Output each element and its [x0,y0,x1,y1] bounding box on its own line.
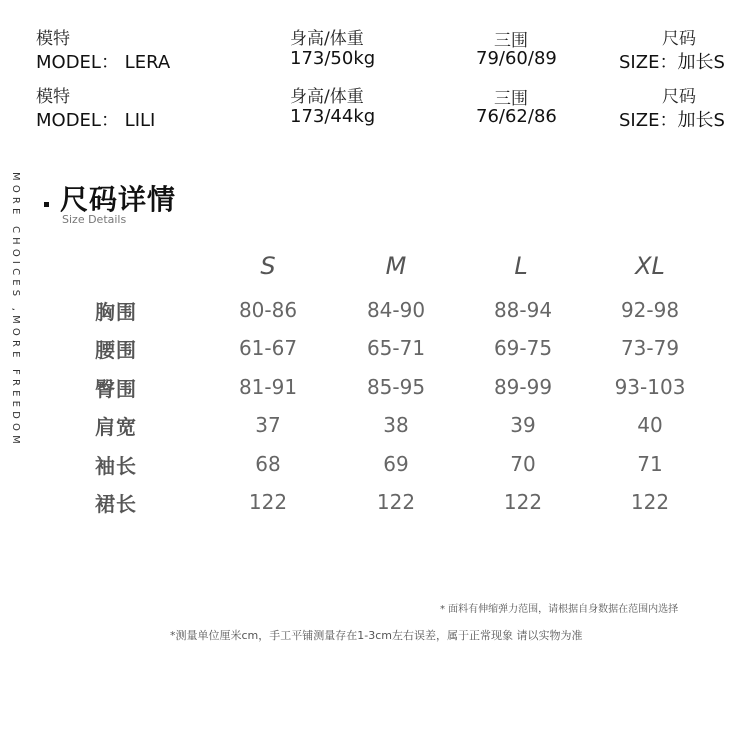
measurements-value: 79/60/89 [476,48,557,69]
model-label: 模特 [36,87,70,107]
elastic-note: * 面料有伸缩弹力范围，请根据自身数据在范围内选择 [440,604,679,615]
bullet-dot-icon [44,202,49,207]
model-label: 模特 [36,29,70,49]
measurements-label: 三围 [494,89,528,109]
model-name: MODEL： LERA [36,52,171,73]
table-cell: 70 [510,452,536,476]
table-cell: 37 [255,413,281,437]
table-cell: 93-103 [614,375,686,399]
table-cell: 71 [637,452,663,476]
size-label: 尺码 [662,87,696,107]
row-label: 胸围 [95,300,137,324]
size-header-m: M [385,252,407,280]
row-label: 袖长 [95,454,137,478]
table-cell: 81-91 [238,375,298,399]
height-weight-label: 身高/体重 [290,87,364,107]
table-cell: 39 [510,413,536,437]
section-title: 尺码详情 [60,183,177,216]
size-header-s: S [260,252,276,280]
measurements-label: 三围 [494,31,528,51]
table-cell: 84-90 [366,298,426,322]
table-cell: 40 [637,413,663,437]
table-cell: 92-98 [620,298,680,322]
height-weight-label: 身高/体重 [290,29,364,49]
table-cell: 89-99 [493,375,553,399]
table-cell: 122 [503,490,543,514]
table-cell: 80-86 [238,298,298,322]
row-label: 肩宽 [95,415,137,439]
model-name: MODEL： LILI [36,110,156,131]
section-subtitle: Size Details [62,213,127,226]
size-header-l: L [514,252,528,280]
size-value: SIZE：加长S [619,110,725,131]
table-cell: 122 [248,490,288,514]
size-value: SIZE：加长S [619,52,725,73]
table-cell: 122 [376,490,416,514]
table-cell: 122 [630,490,670,514]
size-header-xl: XL [635,252,665,280]
side-slogan: MORE CHOICES ,MORE FREEDOM [10,172,21,448]
height-weight-value: 173/44kg [290,106,376,127]
table-cell: 38 [383,413,409,437]
table-cell: 69 [383,452,409,476]
row-label: 腰围 [95,338,137,362]
table-cell: 68 [255,452,281,476]
table-cell: 85-95 [366,375,426,399]
measurement-note: *测量单位厘米cm，手工平铺测量存在1-3cm左右误差，属于正常现象 请以实物为准 [170,629,583,642]
height-weight-value: 173/50kg [290,48,376,69]
measurements-value: 76/62/86 [476,106,557,127]
table-cell: 73-79 [620,336,680,360]
table-cell: 69-75 [493,336,553,360]
table-cell: 88-94 [493,298,553,322]
size-label: 尺码 [662,29,696,49]
row-label: 裙长 [95,492,137,516]
table-cell: 61-67 [238,336,298,360]
table-cell: 65-71 [366,336,426,360]
row-label: 臀围 [95,377,137,401]
